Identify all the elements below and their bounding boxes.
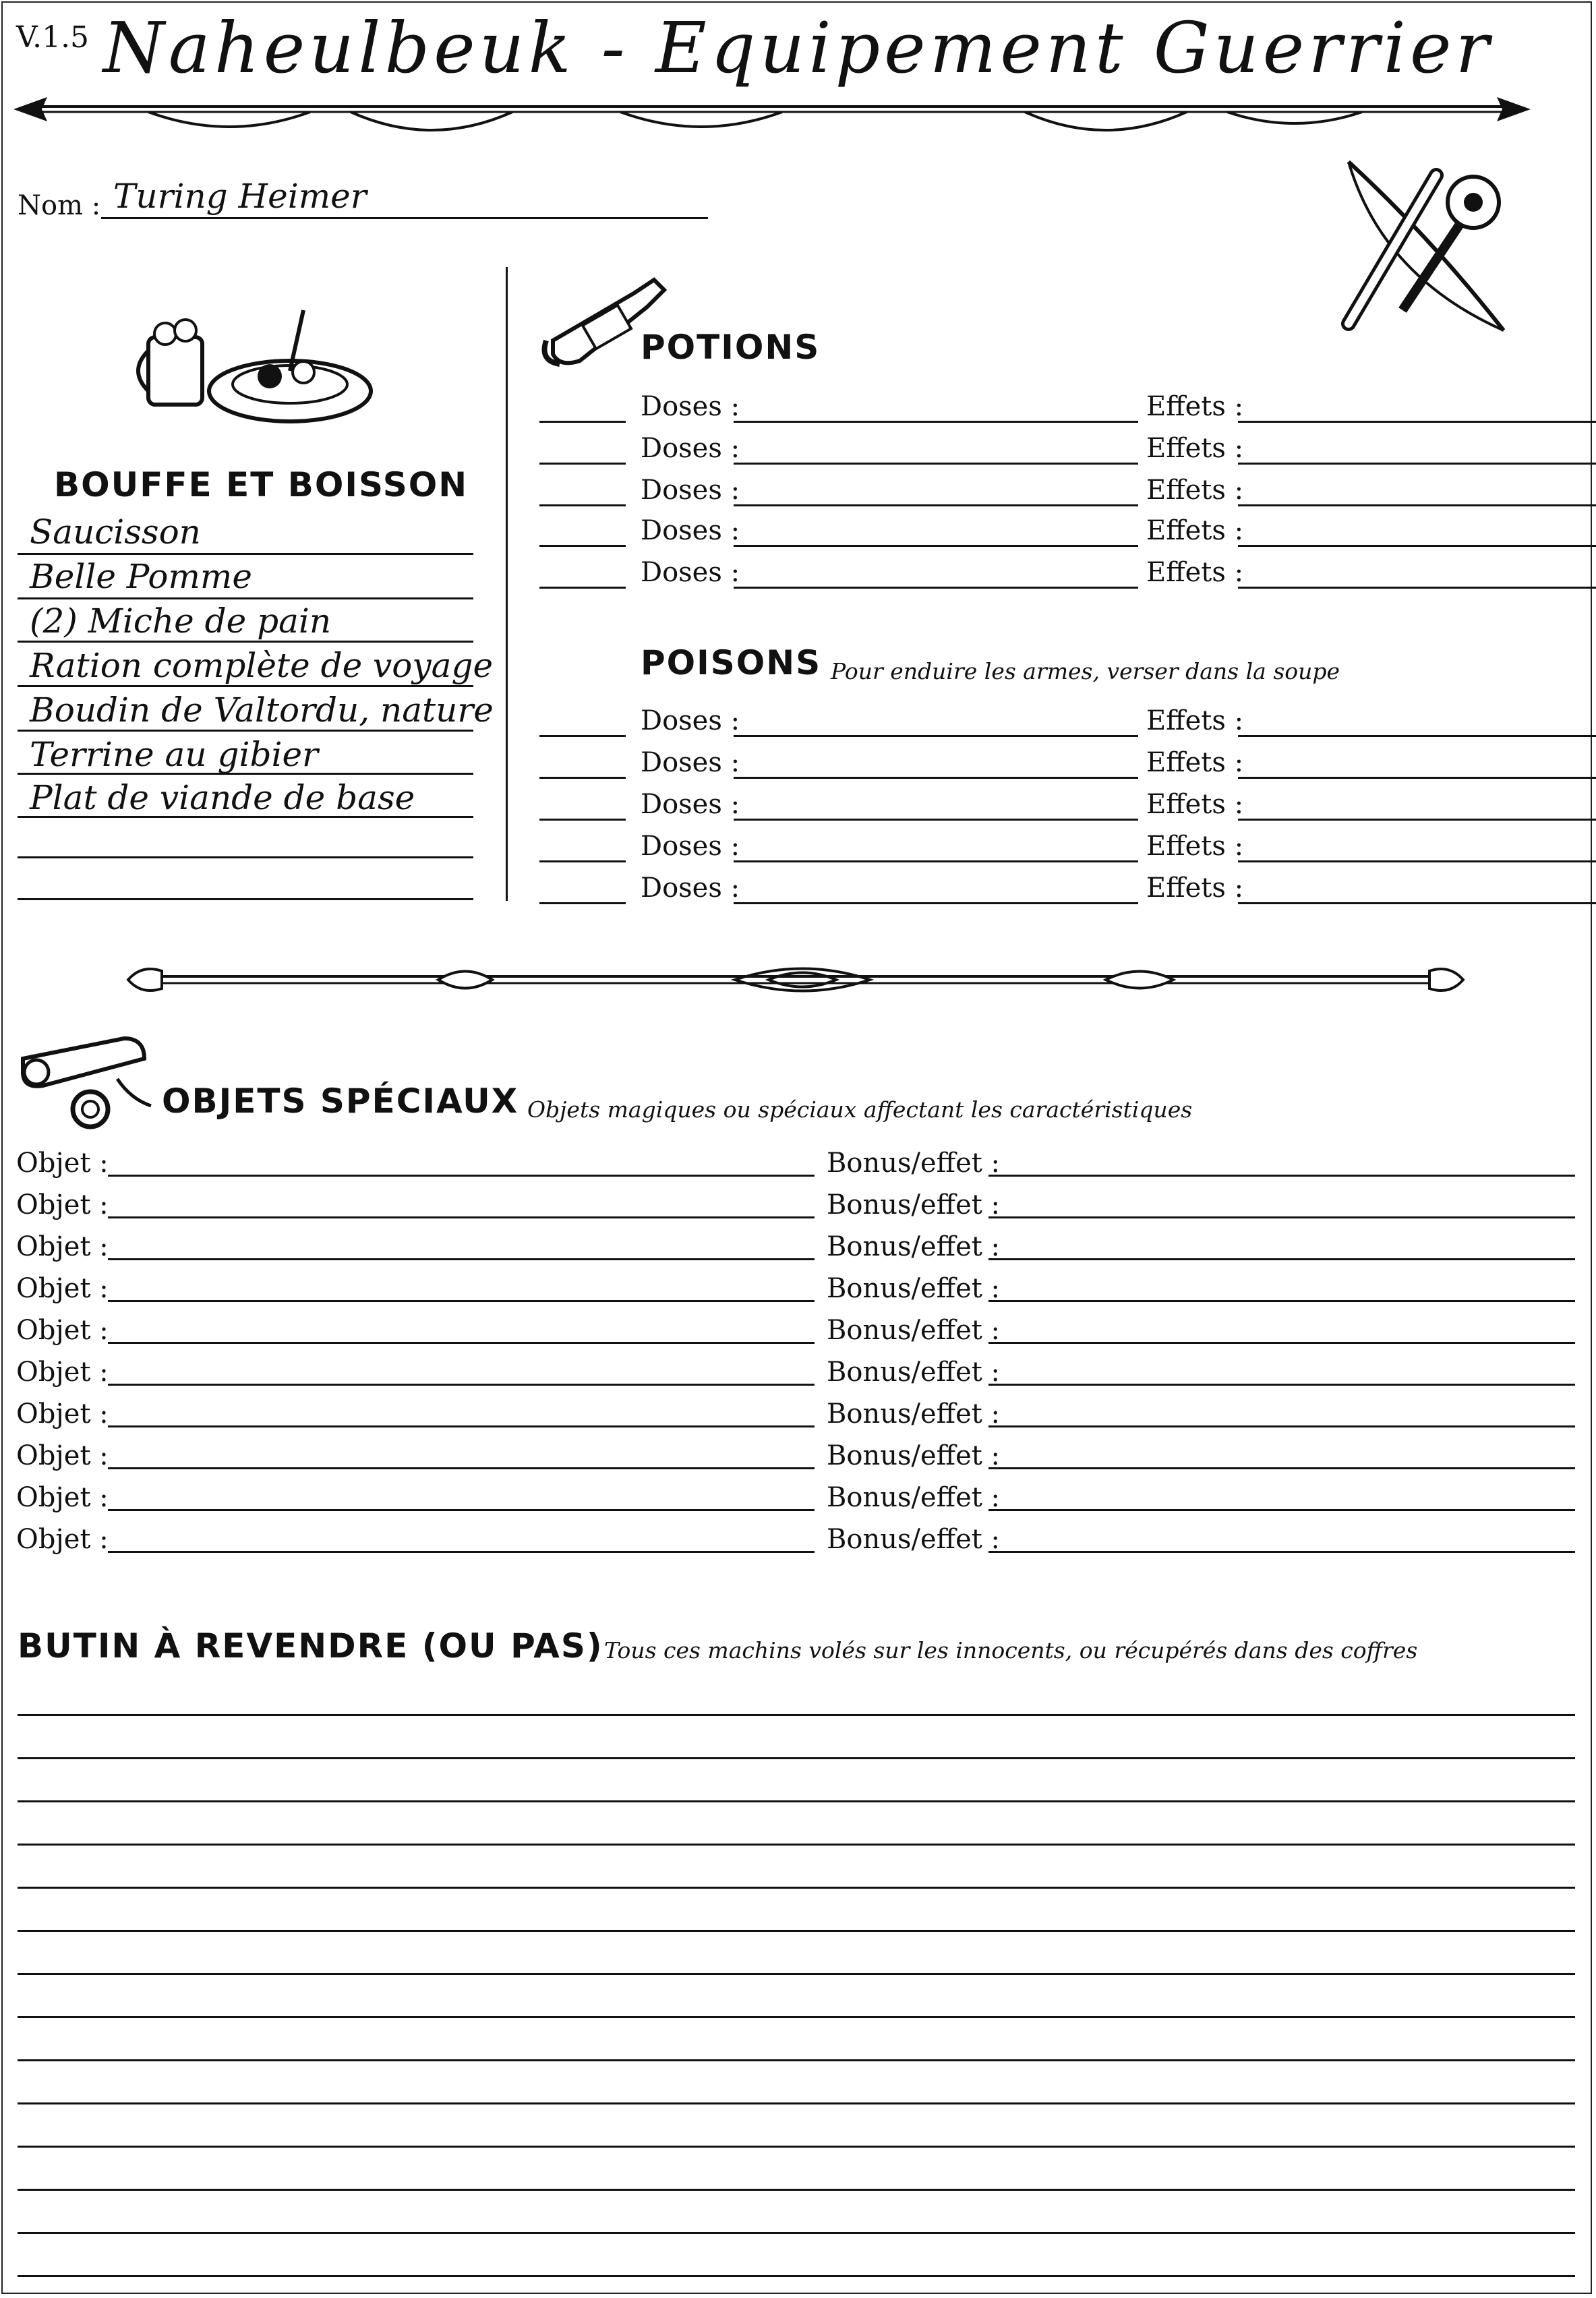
bonus-line bbox=[988, 1509, 1575, 1511]
potion-doses-label: Doses : bbox=[641, 475, 740, 506]
loot-line bbox=[18, 1844, 1575, 1846]
bonus-line bbox=[988, 1175, 1575, 1177]
object-line bbox=[108, 1509, 815, 1511]
potion-doses-line bbox=[734, 504, 1138, 506]
poison-doses-line bbox=[734, 777, 1138, 779]
food-line bbox=[18, 685, 473, 687]
poison-qty-line bbox=[539, 902, 626, 904]
loot-line bbox=[18, 1887, 1575, 1889]
food-line bbox=[18, 553, 473, 555]
object-label: Objet : bbox=[16, 1315, 109, 1346]
bonus-line bbox=[988, 1342, 1575, 1344]
object-label: Objet : bbox=[16, 1273, 109, 1304]
object-label: Objet : bbox=[16, 1524, 109, 1555]
name-value[interactable]: Turing Heimer bbox=[113, 177, 367, 216]
bonus-line bbox=[988, 1258, 1575, 1260]
bonus-label: Bonus/effet : bbox=[827, 1398, 1001, 1430]
poisons-subtitle: Pour enduire les armes, verser dans la soupe bbox=[831, 658, 1340, 684]
poison-doses-line bbox=[734, 819, 1138, 821]
bonus-label: Bonus/effet : bbox=[827, 1231, 1001, 1262]
loot-subtitle: Tous ces machins volés sur les innocents, ou récupérés dans des coffres bbox=[604, 1637, 1418, 1663]
bonus-label: Bonus/effet : bbox=[827, 1273, 1001, 1304]
food-line bbox=[18, 597, 473, 599]
potion-effets-label: Effets : bbox=[1146, 515, 1244, 546]
object-line bbox=[108, 1384, 815, 1386]
crossed-weapons-icon bbox=[1328, 155, 1524, 337]
loot-line bbox=[18, 1714, 1575, 1716]
food-plate-icon bbox=[135, 297, 378, 432]
food-line bbox=[18, 641, 473, 643]
poison-doses-label: Doses : bbox=[641, 747, 740, 778]
poison-effets-line bbox=[1238, 902, 1596, 904]
food-item[interactable]: Saucisson bbox=[30, 512, 201, 552]
object-line bbox=[108, 1300, 815, 1302]
object-line bbox=[108, 1175, 815, 1177]
object-line bbox=[108, 1467, 815, 1469]
poison-effets-line bbox=[1238, 735, 1596, 737]
potion-qty-line bbox=[539, 587, 626, 589]
poison-doses-line bbox=[734, 902, 1138, 904]
potion-doses-line bbox=[734, 545, 1138, 547]
object-label: Objet : bbox=[16, 1398, 109, 1430]
food-item[interactable]: Ration complète de voyage bbox=[30, 646, 494, 685]
special-items-subtitle: Objets magiques ou spéciaux affectant les caractéristiques bbox=[527, 1096, 1193, 1123]
food-item[interactable]: Terrine au gibier bbox=[30, 735, 318, 774]
potion-effets-line bbox=[1238, 545, 1596, 547]
name-underline bbox=[101, 217, 708, 219]
object-label: Objet : bbox=[16, 1189, 109, 1220]
poison-effets-label: Effets : bbox=[1146, 747, 1244, 778]
food-item[interactable]: Belle Pomme bbox=[30, 557, 252, 596]
loot-line bbox=[18, 2232, 1575, 2234]
potion-effets-label: Effets : bbox=[1146, 433, 1244, 464]
object-label: Objet : bbox=[16, 1148, 109, 1179]
poison-doses-label: Doses : bbox=[641, 831, 740, 862]
potion-doses-line bbox=[734, 421, 1138, 423]
potion-effets-line bbox=[1238, 463, 1596, 465]
bonus-label: Bonus/effet : bbox=[827, 1482, 1001, 1513]
page-title: Naheulbeuk - Equipement Guerrier bbox=[102, 7, 1494, 89]
object-line bbox=[108, 1216, 815, 1218]
staff-divider-icon bbox=[128, 958, 1463, 998]
potion-doses-label: Doses : bbox=[641, 515, 740, 546]
bonus-line bbox=[988, 1467, 1575, 1469]
poison-qty-line bbox=[539, 819, 626, 821]
poison-effets-label: Effets : bbox=[1146, 789, 1244, 820]
potion-doses-line bbox=[734, 587, 1138, 589]
loot-line bbox=[18, 1930, 1575, 1932]
food-section-title: BOUFFE ET BOISSON bbox=[54, 465, 469, 504]
object-line bbox=[108, 1425, 815, 1427]
bonus-line bbox=[988, 1425, 1575, 1427]
bonus-line bbox=[988, 1551, 1575, 1553]
loot-line bbox=[18, 2016, 1575, 2018]
bonus-label: Bonus/effet : bbox=[827, 1440, 1001, 1471]
potion-qty-line bbox=[539, 504, 626, 506]
object-label: Objet : bbox=[16, 1231, 109, 1262]
potions-section-title: POTIONS bbox=[641, 328, 821, 367]
poison-doses-label: Doses : bbox=[641, 789, 740, 820]
food-line bbox=[18, 856, 473, 858]
potion-qty-line bbox=[539, 463, 626, 465]
bonus-line bbox=[988, 1300, 1575, 1302]
potion-doses-label: Doses : bbox=[641, 391, 740, 422]
poison-doses-label: Doses : bbox=[641, 705, 740, 736]
potion-qty-line bbox=[539, 545, 626, 547]
potion-effets-label: Effets : bbox=[1146, 391, 1244, 422]
poison-effets-line bbox=[1238, 819, 1596, 821]
object-line bbox=[108, 1258, 815, 1260]
poison-effets-label: Effets : bbox=[1146, 831, 1244, 862]
loot-line bbox=[18, 1800, 1575, 1802]
loot-line bbox=[18, 1973, 1575, 1975]
potion-effets-label: Effets : bbox=[1146, 557, 1244, 588]
poison-doses-label: Doses : bbox=[641, 873, 740, 904]
object-line bbox=[108, 1342, 815, 1344]
poison-doses-line bbox=[734, 735, 1138, 737]
object-line bbox=[108, 1551, 815, 1553]
bonus-label: Bonus/effet : bbox=[827, 1189, 1001, 1220]
poison-effets-line bbox=[1238, 860, 1596, 862]
poison-qty-line bbox=[539, 860, 626, 862]
loot-section-title: BUTIN À REVENDRE (OU PAS) bbox=[18, 1626, 603, 1666]
poison-effets-label: Effets : bbox=[1146, 873, 1244, 904]
bonus-label: Bonus/effet : bbox=[827, 1315, 1001, 1346]
food-item[interactable]: Boudin de Valtordu, nature bbox=[30, 690, 494, 730]
version-label: V.1.5 bbox=[16, 20, 90, 55]
potion-effets-line bbox=[1238, 421, 1596, 423]
poison-qty-line bbox=[539, 777, 626, 779]
food-line bbox=[18, 816, 473, 818]
potion-doses-label: Doses : bbox=[641, 433, 740, 464]
potion-effets-label: Effets : bbox=[1146, 475, 1244, 506]
bonus-label: Bonus/effet : bbox=[827, 1357, 1001, 1388]
potion-doses-line bbox=[734, 463, 1138, 465]
object-label: Objet : bbox=[16, 1357, 109, 1388]
name-label: Nom : bbox=[18, 190, 101, 221]
column-divider bbox=[506, 267, 508, 901]
food-line bbox=[18, 730, 473, 732]
loot-line bbox=[18, 1757, 1575, 1759]
food-item[interactable]: (2) Miche de pain bbox=[30, 601, 332, 641]
bonus-line bbox=[988, 1216, 1575, 1218]
loot-line bbox=[18, 2146, 1575, 2148]
potion-effets-line bbox=[1238, 504, 1596, 506]
food-line bbox=[18, 898, 473, 900]
poisons-section-title: POISONS bbox=[641, 643, 822, 682]
bonus-line bbox=[988, 1384, 1575, 1386]
loot-line bbox=[18, 2275, 1575, 2277]
potion-qty-line bbox=[539, 421, 626, 423]
scroll-ring-icon bbox=[16, 1032, 151, 1133]
special-items-section-title: OBJETS SPÉCIAUX bbox=[162, 1082, 519, 1121]
food-item[interactable]: Plat de viande de base bbox=[30, 778, 415, 817]
food-line bbox=[18, 773, 473, 775]
poison-doses-line bbox=[734, 860, 1138, 862]
poison-effets-line bbox=[1238, 777, 1596, 779]
object-label: Objet : bbox=[16, 1482, 109, 1513]
loot-line bbox=[18, 2189, 1575, 2191]
potion-doses-label: Doses : bbox=[641, 557, 740, 588]
object-label: Objet : bbox=[16, 1440, 109, 1471]
loot-line bbox=[18, 2102, 1575, 2104]
poison-qty-line bbox=[539, 735, 626, 737]
poison-effets-label: Effets : bbox=[1146, 705, 1244, 736]
spear-divider-icon bbox=[13, 88, 1531, 142]
loot-line bbox=[18, 2059, 1575, 2061]
potion-effets-line bbox=[1238, 587, 1596, 589]
bonus-label: Bonus/effet : bbox=[827, 1524, 1001, 1555]
bonus-label: Bonus/effet : bbox=[827, 1148, 1001, 1179]
